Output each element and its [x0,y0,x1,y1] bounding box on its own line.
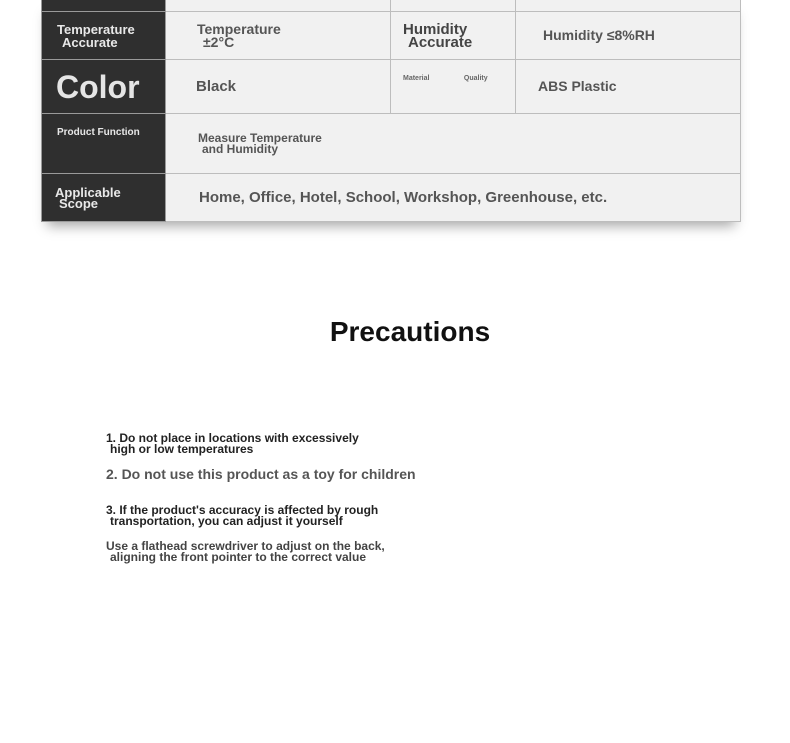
spec-row-color [42,60,741,114]
material-label-cell [391,60,516,114]
humidity-label: Humidity [403,20,468,38]
spec-cell [166,0,391,12]
function-value: Measure Temperature [198,130,322,145]
temperature-value: Temperature [197,20,281,37]
adjustment-note-line2: aligning the front pointer to the correct value [110,550,367,564]
quality-label: Quality [463,75,488,82]
precautions-title: Precautions [329,316,491,347]
spec-row-accuracy [42,12,741,60]
spec-cell [516,0,741,12]
color-label: Color [56,68,140,105]
spec-row-top [42,0,741,12]
adjustment-note-line1: Use a flathead screwdriver to adjust on the back, [106,539,385,553]
function-value-cell [166,114,741,174]
spec-cell [42,0,166,12]
precaution-item-1-line2: high or low temperatures [110,442,254,456]
precaution-item-3 [106,505,378,527]
material-label: Material [403,75,430,82]
function-label: Product Function [57,127,140,138]
temperature-value-cell [166,12,391,60]
spec-row-scope [42,174,741,222]
scope-label-line2: Scope [59,195,99,211]
precaution-item-3-line2: transportation, you can adjust it yourself [110,514,343,528]
humidity-label-cell [391,12,516,60]
precaution-item-1-line1: 1. Do not place in locations with excessively [106,431,359,445]
spec-cell [391,0,516,12]
precaution-item-1 [106,433,359,455]
adjustment-note [106,541,385,563]
material-value: ABS Plastic [538,78,617,94]
temperature-label-cell [42,12,166,60]
temperature-label: Temperature [57,21,135,37]
material-value-cell [516,60,741,114]
color-value-cell [166,60,391,114]
function-label-cell [42,114,166,174]
temperature-label-line2: Accurate [62,34,118,50]
scope-value: Home, Office, Hotel, School, Workshop, Greenhouse, etc. [199,189,608,206]
color-value: Black [196,78,237,95]
spec-row-function [42,114,741,174]
humidity-label-line2: Accurate [408,33,473,51]
humidity-value-cell [516,12,741,60]
scope-value-cell [166,174,741,222]
color-label-cell [42,60,166,114]
function-value-line2: and Humidity [202,141,279,156]
temperature-value-line2: ±2°C [203,33,235,50]
precaution-item-2: 2. Do not use this product as a toy for children [106,466,416,482]
scope-label: Applicable [55,184,121,200]
spec-table [41,0,741,222]
scope-label-cell [42,174,166,222]
precaution-item-3-line1: 3. If the product's accuracy is affected by rough [106,503,379,517]
humidity-value: Humidity ≤8%RH [543,27,655,43]
